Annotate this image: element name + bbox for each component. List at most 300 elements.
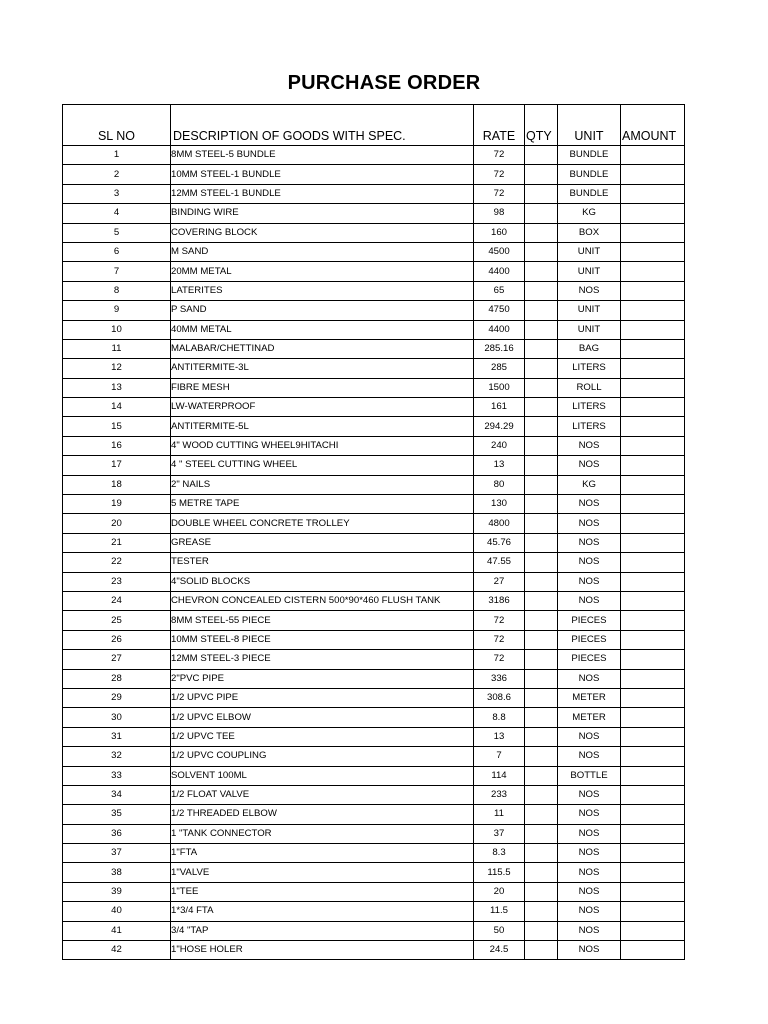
cell-sl-no: 16 [63,436,171,455]
header-qty: QTY [525,105,558,146]
header-unit: UNIT [558,105,621,146]
cell-qty [525,417,558,436]
cell-rate: 3186 [474,591,525,610]
cell-rate: 114 [474,766,525,785]
header-sl-no: SL NO [63,105,171,146]
cell-unit: NOS [558,805,621,824]
cell-unit: NOS [558,436,621,455]
cell-description: LW-WATERPROOF [171,398,474,417]
cell-description: 5 METRE TAPE [171,495,474,514]
cell-qty [525,591,558,610]
cell-sl-no: 41 [63,921,171,940]
cell-description: CHEVRON CONCEALED CISTERN 500*90*460 FLUSH TANK [171,591,474,610]
cell-unit: PIECES [558,630,621,649]
cell-rate: 161 [474,398,525,417]
cell-sl-no: 9 [63,301,171,320]
table-row [63,747,685,766]
cell-qty [525,436,558,455]
cell-sl-no: 11 [63,339,171,358]
cell-unit: BUNDLE [558,184,621,203]
cell-unit: NOS [558,747,621,766]
table-row [63,611,685,630]
cell-amount [621,456,685,475]
cell-rate: 115.5 [474,863,525,882]
cell-amount [621,436,685,455]
cell-rate: 72 [474,650,525,669]
cell-amount [621,650,685,669]
table-row [63,941,685,960]
cell-unit: BUNDLE [558,165,621,184]
table-row [63,708,685,727]
cell-rate: 11 [474,805,525,824]
table-row [63,514,685,533]
cell-amount [621,262,685,281]
cell-qty [525,281,558,300]
cell-rate: 240 [474,436,525,455]
cell-unit: NOS [558,669,621,688]
cell-rate: 4400 [474,320,525,339]
cell-description: 1"TEE [171,882,474,901]
cell-description: 1/2 FLOAT VALVE [171,785,474,804]
cell-unit: METER [558,708,621,727]
cell-rate: 294.29 [474,417,525,436]
cell-rate: 37 [474,824,525,843]
table-row [63,669,685,688]
cell-unit: KG [558,204,621,223]
cell-qty [525,572,558,591]
cell-description: MALABAR/CHETTINAD [171,339,474,358]
cell-rate: 4400 [474,262,525,281]
cell-description: TESTER [171,553,474,572]
cell-rate: 80 [474,475,525,494]
cell-qty [525,165,558,184]
cell-qty [525,378,558,397]
cell-description: 1/2 UPVC ELBOW [171,708,474,727]
table-row [63,766,685,785]
table-row [63,495,685,514]
cell-description: 1"HOSE HOLER [171,941,474,960]
cell-amount [621,359,685,378]
cell-amount [621,902,685,921]
cell-sl-no: 29 [63,688,171,707]
cell-rate: 160 [474,223,525,242]
header-rate: RATE [474,105,525,146]
purchase-order-table [62,104,685,960]
cell-unit: NOS [558,553,621,572]
cell-unit: NOS [558,785,621,804]
cell-rate: 72 [474,165,525,184]
table-row [63,572,685,591]
cell-qty [525,882,558,901]
cell-sl-no: 19 [63,495,171,514]
cell-qty [525,359,558,378]
cell-sl-no: 4 [63,204,171,223]
table-row [63,533,685,552]
cell-rate: 50 [474,921,525,940]
cell-sl-no: 38 [63,863,171,882]
cell-unit: NOS [558,533,621,552]
cell-description: 10MM STEEL-8 PIECE [171,630,474,649]
cell-rate: 336 [474,669,525,688]
cell-unit: UNIT [558,301,621,320]
cell-rate: 285 [474,359,525,378]
cell-unit: NOS [558,941,621,960]
cell-unit: NOS [558,281,621,300]
cell-sl-no: 2 [63,165,171,184]
table-row [63,727,685,746]
cell-amount [621,727,685,746]
cell-amount [621,495,685,514]
page-title: PURCHASE ORDER [287,72,481,94]
cell-qty [525,456,558,475]
table-row [63,262,685,281]
cell-sl-no: 5 [63,223,171,242]
cell-rate: 47.55 [474,553,525,572]
table-row [63,456,685,475]
cell-unit: BAG [558,339,621,358]
cell-qty [525,514,558,533]
table-row [63,863,685,882]
cell-description: 2" NAILS [171,475,474,494]
table-row [63,417,685,436]
cell-description: ANTITERMITE-3L [171,359,474,378]
cell-description: GREASE [171,533,474,552]
cell-description: 3/4 "TAP [171,921,474,940]
cell-rate: 11.5 [474,902,525,921]
cell-amount [621,514,685,533]
cell-description: 1/2 UPVC PIPE [171,688,474,707]
cell-description: 1*3/4 FTA [171,902,474,921]
cell-unit: UNIT [558,320,621,339]
cell-qty [525,553,558,572]
cell-qty [525,708,558,727]
cell-sl-no: 40 [63,902,171,921]
cell-unit: NOS [558,902,621,921]
cell-description: 12MM STEEL-1 BUNDLE [171,184,474,203]
cell-amount [621,223,685,242]
table-row [63,902,685,921]
cell-qty [525,495,558,514]
cell-amount [621,533,685,552]
cell-unit: PIECES [558,650,621,669]
cell-sl-no: 25 [63,611,171,630]
cell-qty [525,805,558,824]
cell-description: 4"SOLID BLOCKS [171,572,474,591]
cell-sl-no: 31 [63,727,171,746]
cell-amount [621,184,685,203]
cell-rate: 72 [474,184,525,203]
cell-description: 1"FTA [171,844,474,863]
cell-sl-no: 20 [63,514,171,533]
cell-description: 4" WOOD CUTTING WHEEL9HITACHI [171,436,474,455]
table-row [63,378,685,397]
cell-qty [525,242,558,261]
cell-qty [525,844,558,863]
cell-amount [621,146,685,165]
cell-rate: 13 [474,727,525,746]
cell-amount [621,301,685,320]
table-row [63,688,685,707]
table-row [63,650,685,669]
cell-qty [525,320,558,339]
cell-amount [621,708,685,727]
cell-description: 1 "TANK CONNECTOR [171,824,474,843]
cell-qty [525,747,558,766]
cell-qty [525,184,558,203]
cell-rate: 4750 [474,301,525,320]
cell-amount [621,747,685,766]
cell-qty [525,766,558,785]
cell-description: BINDING WIRE [171,204,474,223]
cell-sl-no: 32 [63,747,171,766]
header-amount: AMOUNT [621,105,685,146]
cell-amount [621,630,685,649]
header-description: DESCRIPTION OF GOODS WITH SPEC. [171,105,474,146]
cell-amount [621,921,685,940]
cell-description: 40MM METAL [171,320,474,339]
table-row [63,921,685,940]
cell-amount [621,824,685,843]
cell-qty [525,727,558,746]
cell-unit: NOS [558,882,621,901]
cell-unit: LITERS [558,359,621,378]
table-row [63,281,685,300]
cell-amount [621,844,685,863]
cell-sl-no: 12 [63,359,171,378]
cell-sl-no: 39 [63,882,171,901]
cell-sl-no: 24 [63,591,171,610]
cell-sl-no: 27 [63,650,171,669]
table-row [63,805,685,824]
cell-rate: 4800 [474,514,525,533]
cell-qty [525,339,558,358]
cell-sl-no: 10 [63,320,171,339]
cell-unit: ROLL [558,378,621,397]
cell-amount [621,242,685,261]
table-row [63,184,685,203]
cell-rate: 20 [474,882,525,901]
cell-unit: METER [558,688,621,707]
cell-rate: 1500 [474,378,525,397]
cell-description: 1"VALVE [171,863,474,882]
cell-description: FIBRE MESH [171,378,474,397]
table-row [63,785,685,804]
cell-qty [525,669,558,688]
cell-unit: BOTTLE [558,766,621,785]
table-row [63,242,685,261]
cell-rate: 72 [474,611,525,630]
cell-rate: 27 [474,572,525,591]
cell-rate: 13 [474,456,525,475]
cell-sl-no: 13 [63,378,171,397]
table-row [63,882,685,901]
cell-qty [525,902,558,921]
table-body [63,146,685,960]
cell-qty [525,863,558,882]
cell-sl-no: 6 [63,242,171,261]
cell-unit: NOS [558,514,621,533]
cell-amount [621,882,685,901]
cell-sl-no: 17 [63,456,171,475]
cell-qty [525,630,558,649]
cell-unit: NOS [558,824,621,843]
cell-unit: LITERS [558,417,621,436]
cell-amount [621,805,685,824]
cell-qty [525,301,558,320]
cell-amount [621,475,685,494]
cell-amount [621,669,685,688]
cell-rate: 65 [474,281,525,300]
table-row [63,844,685,863]
cell-description: 8MM STEEL-55 PIECE [171,611,474,630]
table-row [63,591,685,610]
cell-unit: BOX [558,223,621,242]
cell-unit: PIECES [558,611,621,630]
cell-unit: KG [558,475,621,494]
cell-description: ANTITERMITE-5L [171,417,474,436]
cell-qty [525,398,558,417]
cell-qty [525,824,558,843]
cell-description: 1/2 THREADED ELBOW [171,805,474,824]
cell-description: M SAND [171,242,474,261]
cell-amount [621,339,685,358]
cell-description: LATERITES [171,281,474,300]
cell-rate: 233 [474,785,525,804]
cell-rate: 285.16 [474,339,525,358]
cell-qty [525,533,558,552]
cell-qty [525,941,558,960]
table-row [63,359,685,378]
cell-rate: 98 [474,204,525,223]
table-header-row [63,105,685,146]
table-row [63,436,685,455]
cell-qty [525,204,558,223]
cell-rate: 45.76 [474,533,525,552]
table-row [63,204,685,223]
cell-description: 1/2 UPVC TEE [171,727,474,746]
cell-unit: NOS [558,844,621,863]
cell-sl-no: 35 [63,805,171,824]
cell-qty [525,475,558,494]
cell-rate: 7 [474,747,525,766]
cell-rate: 130 [474,495,525,514]
cell-unit: NOS [558,495,621,514]
cell-description: 2"PVC PIPE [171,669,474,688]
cell-unit: BUNDLE [558,146,621,165]
cell-amount [621,281,685,300]
cell-amount [621,398,685,417]
cell-description: P SAND [171,301,474,320]
cell-qty [525,785,558,804]
table-row [63,630,685,649]
cell-sl-no: 21 [63,533,171,552]
cell-description: SOLVENT 100ML [171,766,474,785]
cell-rate: 72 [474,146,525,165]
cell-qty [525,921,558,940]
cell-description: 1/2 UPVC COUPLING [171,747,474,766]
cell-unit: NOS [558,921,621,940]
cell-sl-no: 14 [63,398,171,417]
cell-qty [525,262,558,281]
cell-amount [621,785,685,804]
cell-amount [621,688,685,707]
table-row [63,824,685,843]
table-row [63,475,685,494]
cell-qty [525,650,558,669]
cell-unit: NOS [558,591,621,610]
cell-amount [621,165,685,184]
cell-sl-no: 3 [63,184,171,203]
cell-amount [621,611,685,630]
cell-unit: NOS [558,572,621,591]
table-row [63,146,685,165]
cell-unit: NOS [558,727,621,746]
cell-amount [621,572,685,591]
cell-sl-no: 8 [63,281,171,300]
cell-description: 20MM METAL [171,262,474,281]
cell-sl-no: 26 [63,630,171,649]
table-row [63,320,685,339]
cell-sl-no: 34 [63,785,171,804]
table-row [63,398,685,417]
cell-sl-no: 23 [63,572,171,591]
cell-amount [621,417,685,436]
cell-description: 10MM STEEL-1 BUNDLE [171,165,474,184]
table-row [63,223,685,242]
cell-unit: UNIT [558,262,621,281]
cell-rate: 4500 [474,242,525,261]
cell-rate: 24.5 [474,941,525,960]
cell-sl-no: 7 [63,262,171,281]
cell-amount [621,591,685,610]
table-row [63,301,685,320]
cell-amount [621,863,685,882]
cell-sl-no: 1 [63,146,171,165]
cell-qty [525,146,558,165]
cell-sl-no: 28 [63,669,171,688]
table-row [63,165,685,184]
cell-amount [621,378,685,397]
cell-amount [621,204,685,223]
cell-description: 4 " STEEL CUTTING WHEEL [171,456,474,475]
cell-description: DOUBLE WHEEL CONCRETE TROLLEY [171,514,474,533]
cell-rate: 72 [474,630,525,649]
cell-amount [621,766,685,785]
cell-unit: NOS [558,456,621,475]
cell-qty [525,223,558,242]
cell-sl-no: 37 [63,844,171,863]
cell-sl-no: 18 [63,475,171,494]
cell-sl-no: 33 [63,766,171,785]
cell-amount [621,941,685,960]
cell-sl-no: 42 [63,941,171,960]
cell-amount [621,320,685,339]
cell-qty [525,611,558,630]
cell-rate: 308.6 [474,688,525,707]
cell-rate: 8.8 [474,708,525,727]
cell-description: 12MM STEEL-3 PIECE [171,650,474,669]
cell-description: 8MM STEEL-5 BUNDLE [171,146,474,165]
cell-unit: LITERS [558,398,621,417]
cell-unit: UNIT [558,242,621,261]
table-row [63,339,685,358]
cell-sl-no: 22 [63,553,171,572]
cell-sl-no: 15 [63,417,171,436]
cell-amount [621,553,685,572]
cell-unit: NOS [558,863,621,882]
cell-sl-no: 36 [63,824,171,843]
cell-sl-no: 30 [63,708,171,727]
